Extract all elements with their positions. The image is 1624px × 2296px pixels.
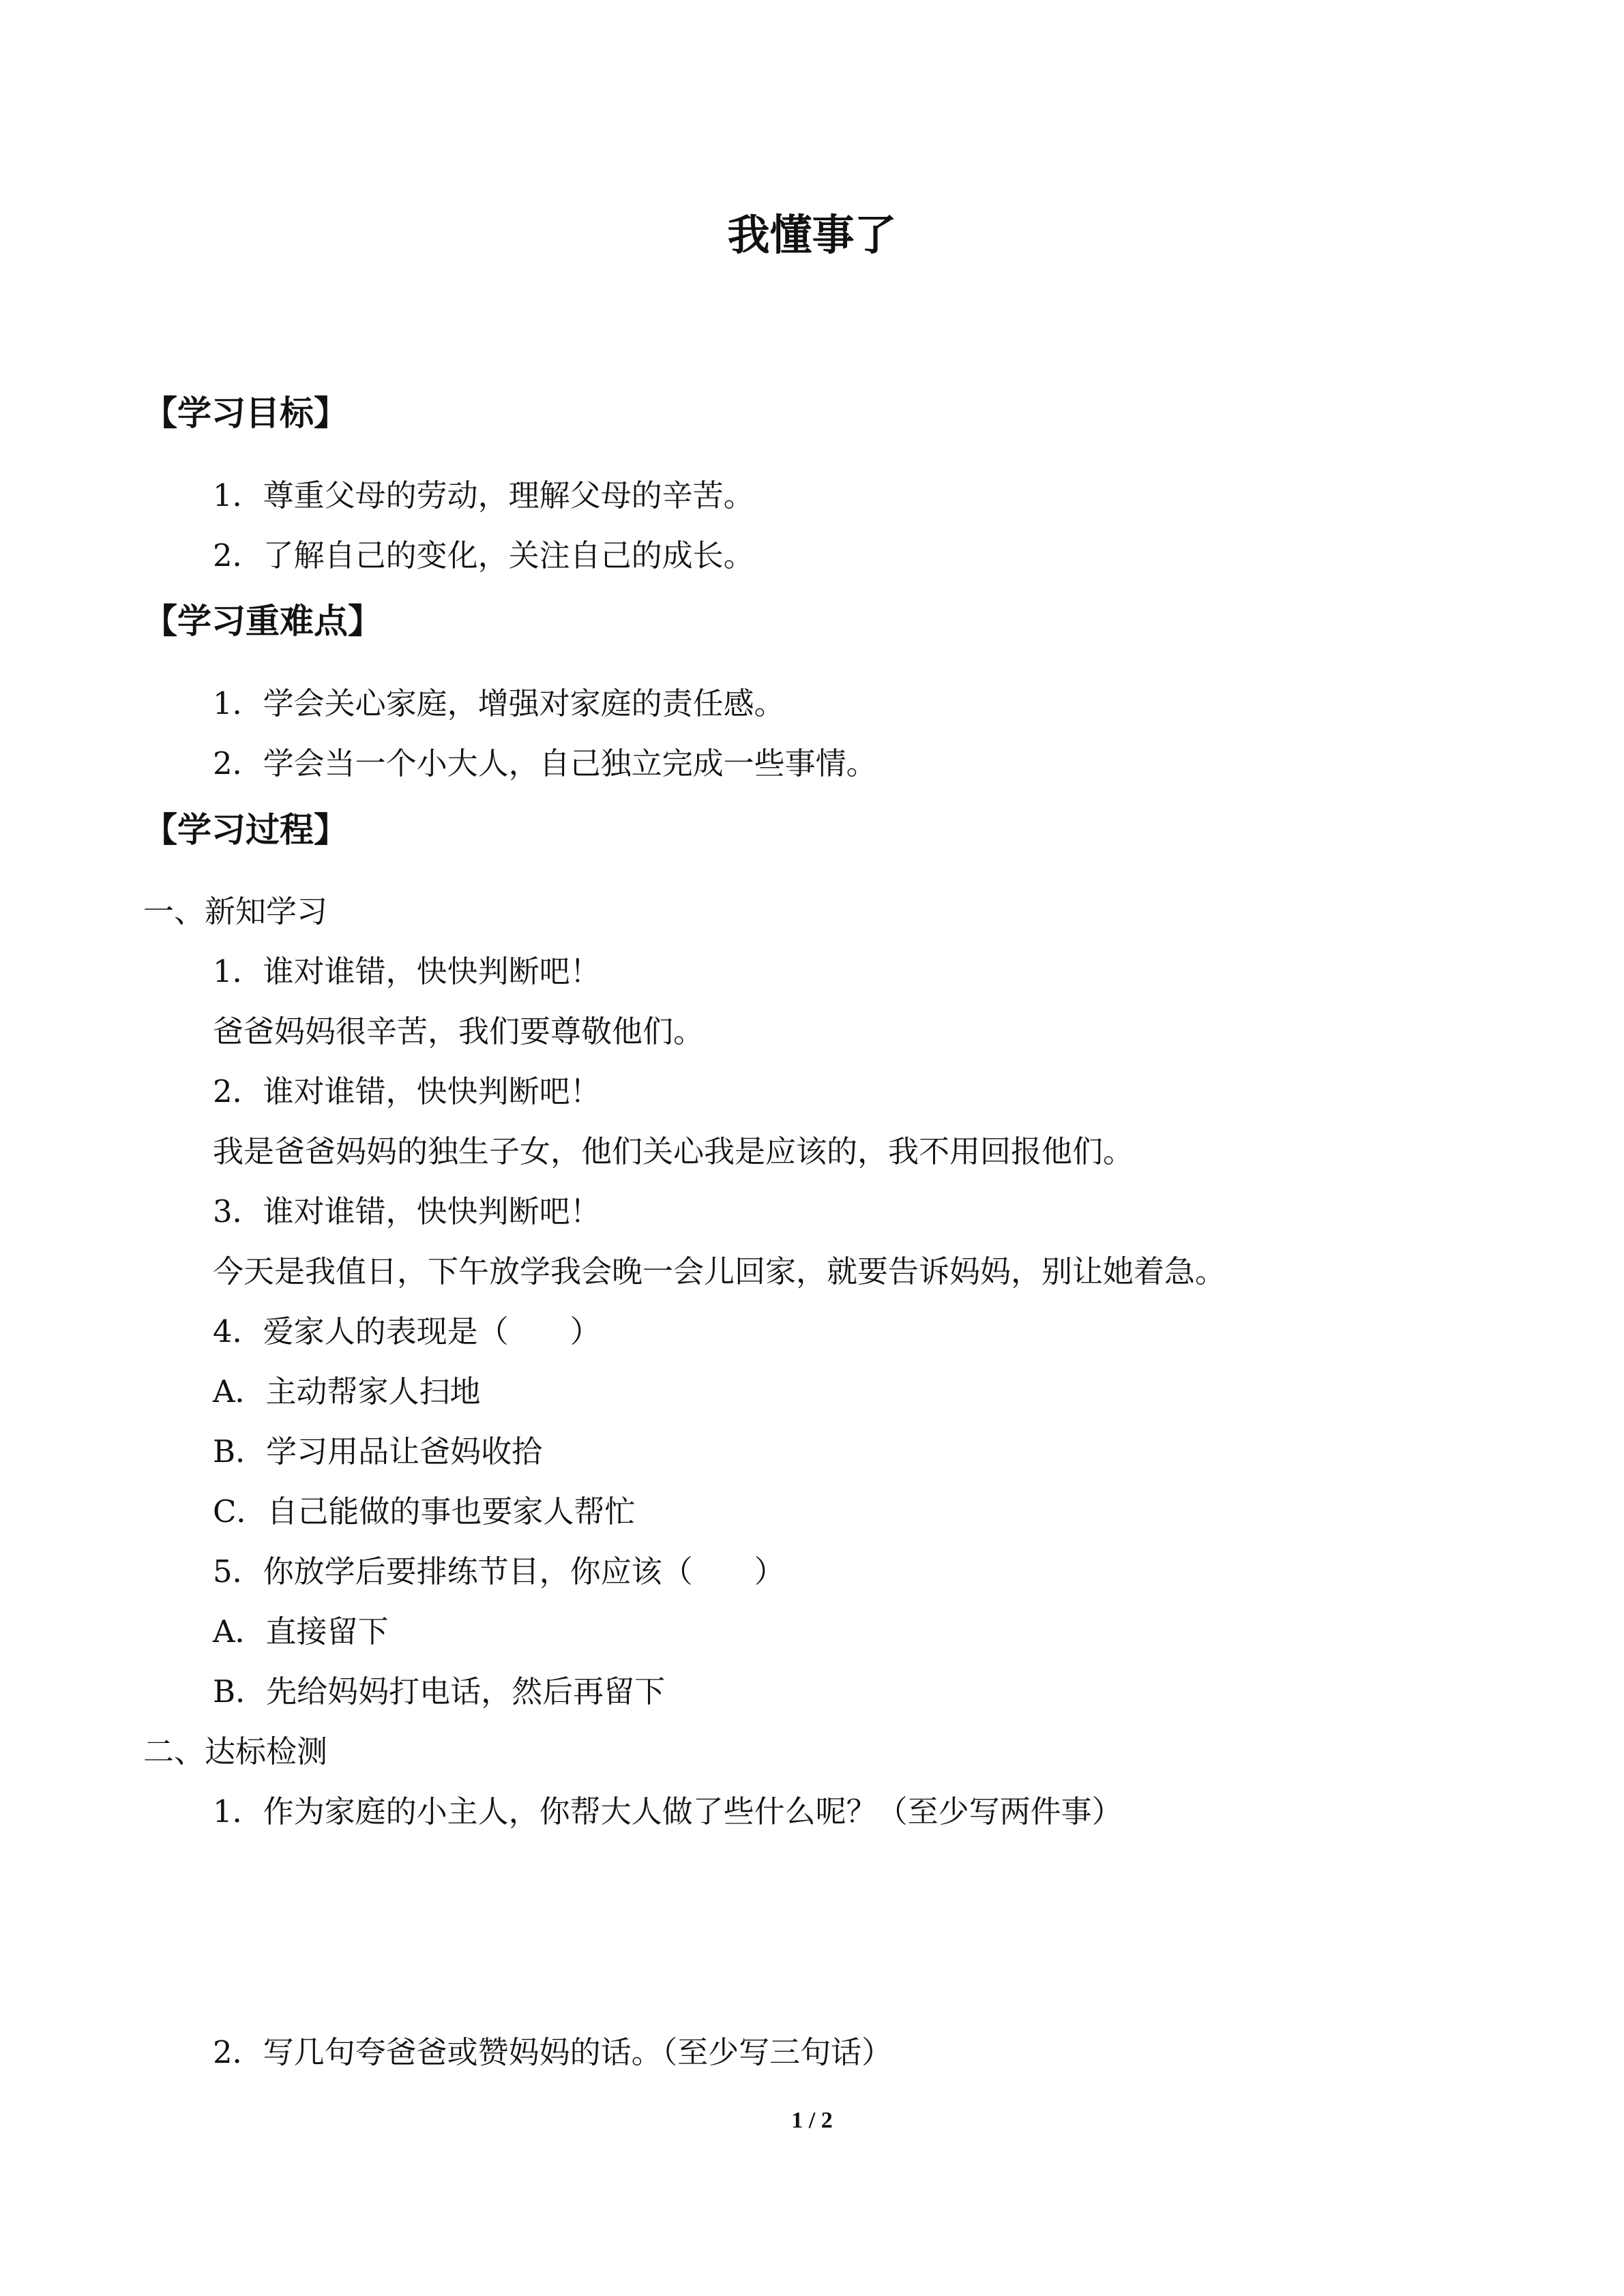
key-points-heading: 【学习重难点】 xyxy=(143,601,382,641)
statement-1: 爸爸妈妈很辛苦，我们要尊敬他们。 xyxy=(213,1013,705,1049)
assessment-question-1: 1．作为家庭的小主人，你帮大人做了些什么呢？（至少写两件事） xyxy=(213,1793,1123,1830)
option-4a: A．主动帮家人扫地 xyxy=(213,1373,481,1410)
statement-2: 我是爸爸妈妈的独生子女，他们关心我是应该的，我不用回报他们。 xyxy=(213,1133,1134,1169)
question-4: 4．爱家人的表现是（ ） xyxy=(213,1313,601,1350)
page-title: 我懂事了 xyxy=(727,210,897,260)
page-number: 1 / 2 xyxy=(791,2108,833,2133)
section-title-new-knowledge: 一、新知学习 xyxy=(143,893,328,929)
goals-heading: 【学习目标】 xyxy=(143,393,348,433)
option-4c: C．自己能做的事也要家人帮忙 xyxy=(213,1493,636,1530)
question-2: 2．谁对谁错，快快判断吧！ xyxy=(213,1073,601,1109)
option-5a: A．直接留下 xyxy=(213,1613,389,1650)
key-point-item-1: 1．学会关心家庭，增强对家庭的责任感。 xyxy=(213,685,785,721)
process-heading: 【学习过程】 xyxy=(143,810,348,850)
question-3: 3．谁对谁错，快快判断吧！ xyxy=(213,1193,601,1229)
question-5: 5．你放学后要排练节目，你应该（ ） xyxy=(213,1553,785,1590)
question-1: 1．谁对谁错，快快判断吧！ xyxy=(213,953,601,989)
assessment-question-2: 2．写几句夸爸爸或赞妈妈的话。（至少写三句话） xyxy=(213,2034,893,2070)
option-4b: B．学习用品让爸妈收拾 xyxy=(213,1433,543,1470)
statement-3: 今天是我值日，下午放学我会晚一会儿回家，就要告诉妈妈，别让她着急。 xyxy=(213,1253,1226,1289)
section-title-assessment: 二、达标检测 xyxy=(143,1733,328,1770)
option-5b: B．先给妈妈打电话，然后再留下 xyxy=(213,1673,666,1710)
goal-item-2: 2．了解自己的变化，关注自己的成长。 xyxy=(213,537,754,573)
goal-item-1: 1．尊重父母的劳动，理解父母的辛苦。 xyxy=(213,477,754,513)
key-point-item-2: 2．学会当一个小大人，自己独立完成一些事情。 xyxy=(213,745,877,781)
